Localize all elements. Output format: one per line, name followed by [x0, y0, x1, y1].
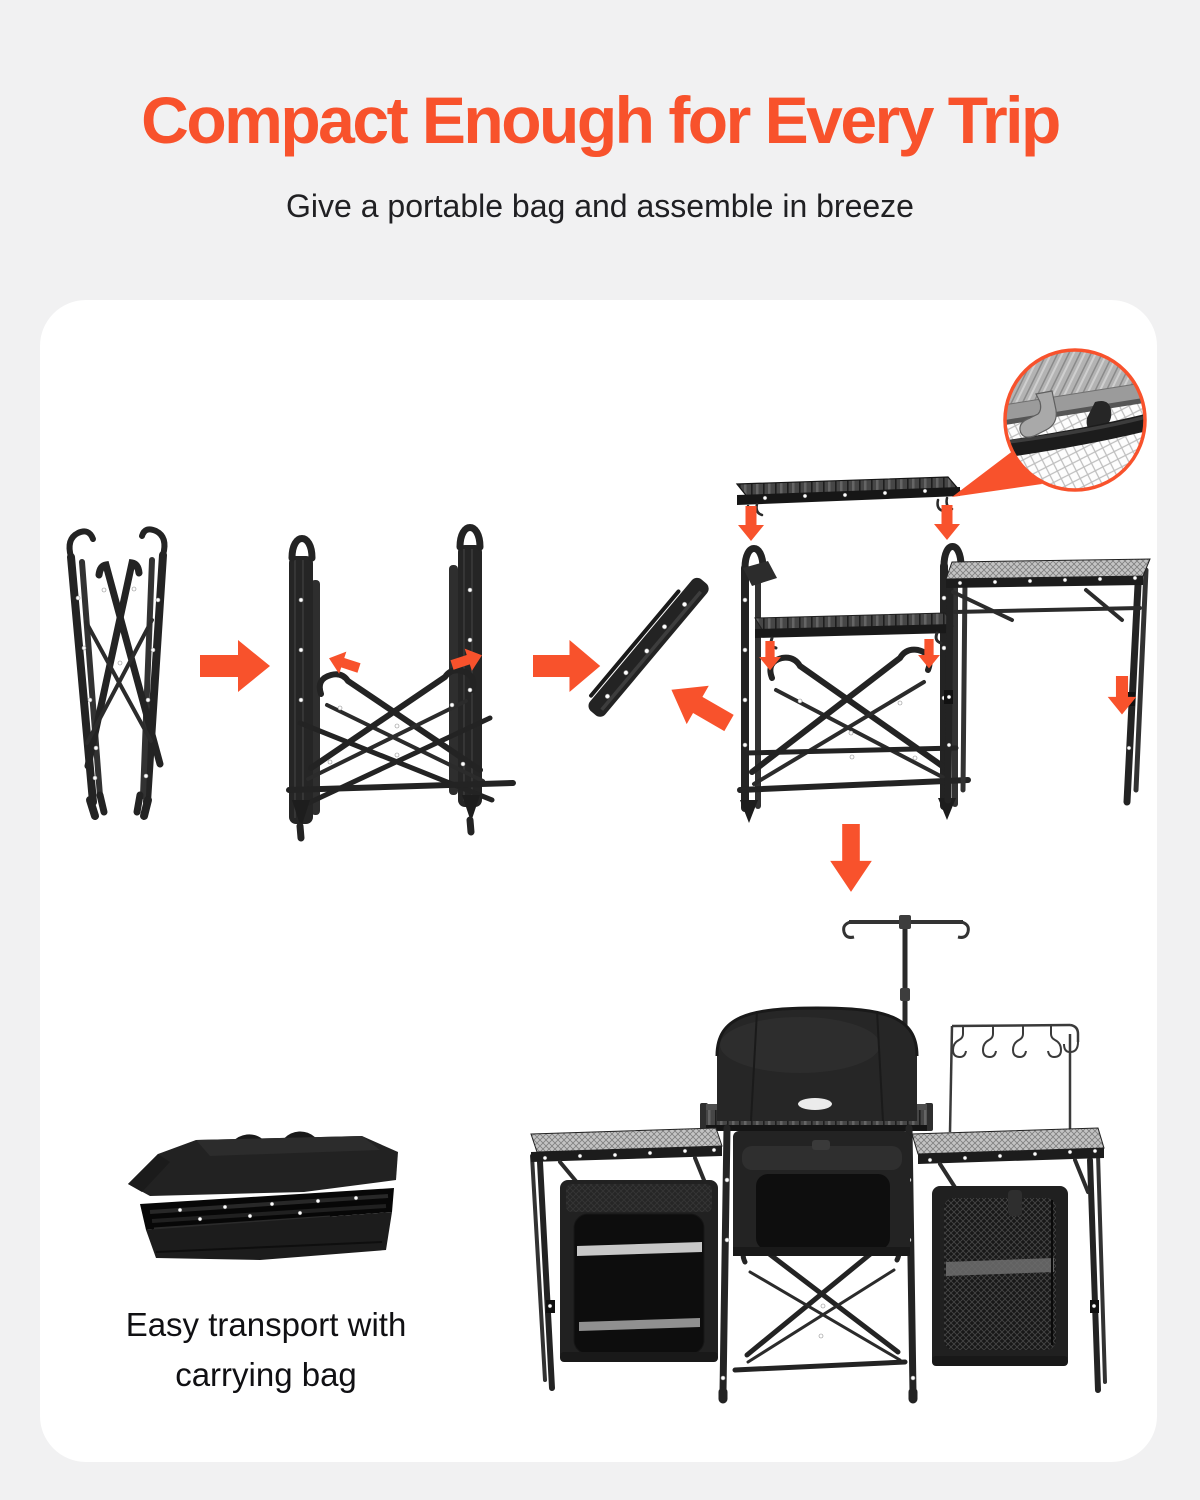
s-hook-icon — [1048, 1026, 1061, 1057]
s-hook-icon — [1013, 1026, 1026, 1057]
attach-arrow-icon — [660, 671, 740, 743]
step3-tabletop — [737, 477, 960, 517]
arrow-down-icon — [738, 506, 764, 541]
step1-folded-frame — [70, 529, 165, 816]
hook-rack — [950, 1025, 1078, 1132]
step3-side-table — [944, 559, 1150, 802]
vent-hole — [798, 1098, 832, 1110]
arrow-down-icon — [934, 505, 960, 540]
arrow-right-icon — [533, 640, 600, 692]
page-title: Compact Enough for Every Trip — [141, 83, 1059, 157]
page-subtitle: Give a portable bag and assemble in breeze — [286, 188, 914, 224]
s-hook-icon — [983, 1026, 996, 1057]
step3-assembly — [582, 315, 1200, 823]
right-storage-cabinet — [932, 1186, 1068, 1366]
assembled-camp-kitchen — [531, 915, 1105, 1399]
caption-line-1: Easy transport with — [125, 1306, 407, 1343]
step2-half-open-frame — [289, 528, 513, 839]
arrow-right-icon — [200, 640, 270, 692]
arrow-down-main-icon — [830, 824, 872, 892]
center-storage-cabinet — [733, 1131, 910, 1256]
caption-line-2: carrying bag — [175, 1356, 357, 1393]
arrow-down-icon — [759, 641, 781, 670]
s-hook-icon — [953, 1026, 966, 1057]
step3-frame — [740, 547, 968, 824]
carrying-bag — [128, 1135, 398, 1260]
windscreen — [717, 1008, 917, 1121]
zoom-detail-circle — [952, 315, 1200, 533]
left-storage-cabinet — [560, 1180, 718, 1362]
